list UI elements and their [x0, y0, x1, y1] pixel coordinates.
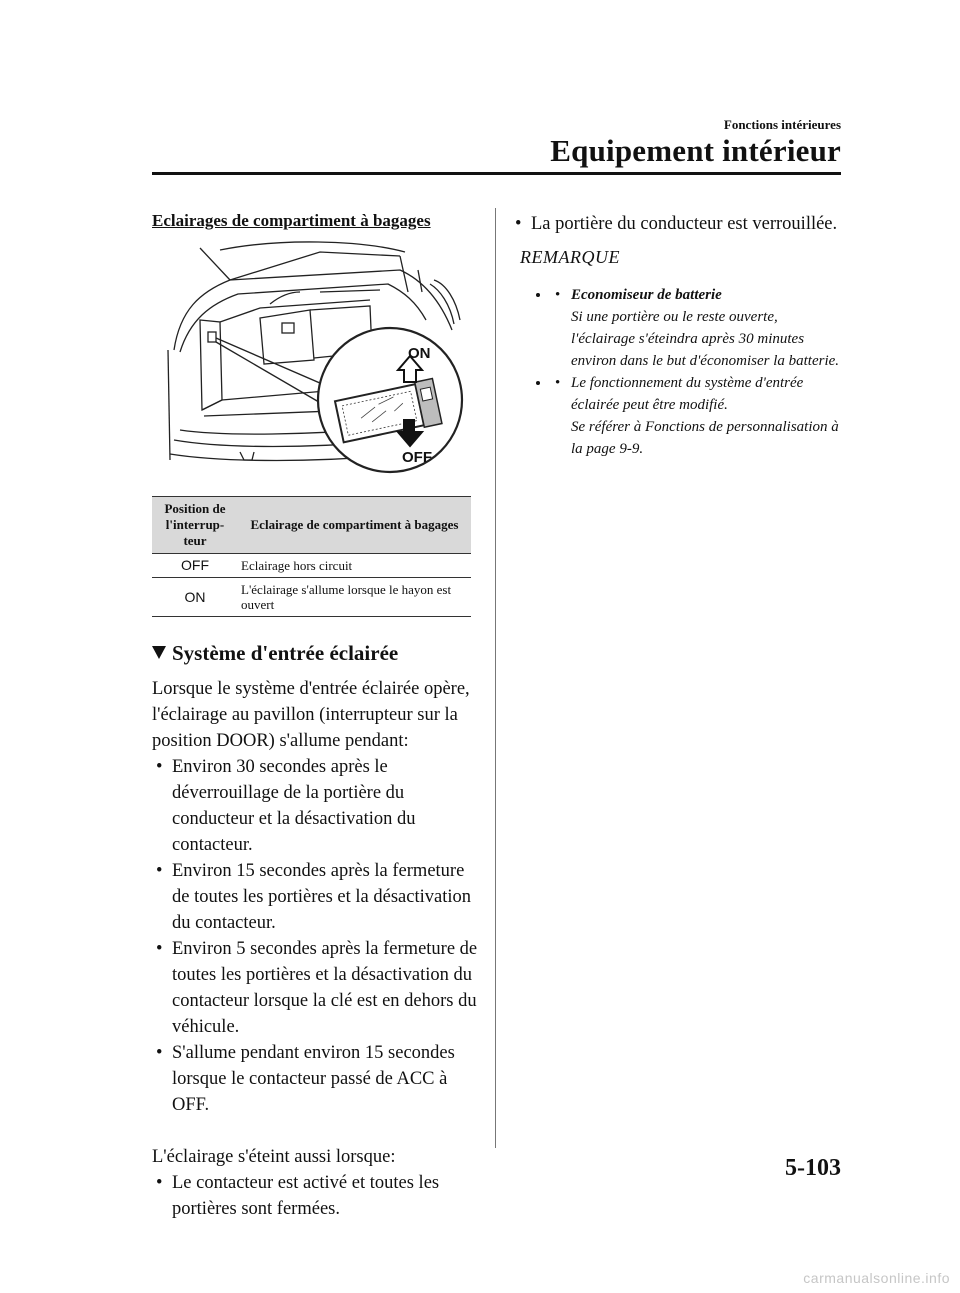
table-cell-position: OFF — [152, 554, 238, 578]
list-item: • S'allume pendant environ 15 secondes lorsque le contacteur passé de ACC à OFF. — [152, 1040, 482, 1118]
note-title: • • Economiseur de batterie — [571, 287, 722, 303]
off-conditions-continued-list — [511, 211, 841, 237]
note-item — [551, 284, 841, 372]
left-column — [152, 210, 472, 480]
off-intro-paragraph: L'éclairage s'éteint aussi lorsque: — [152, 1147, 396, 1167]
table-row — [152, 554, 471, 578]
subsection-heading-text: Système d'entrée éclairée — [172, 641, 399, 665]
column-divider — [495, 208, 496, 1148]
list-item: • Environ 15 secondes après la fermeture de toutes les portières et la désactivation du contacteur. — [152, 858, 482, 936]
list-item: • Le contacteur est activé et toutes les portières sont fermées. — [152, 1170, 482, 1222]
cargo-light-illustration — [160, 240, 470, 480]
triangle-marker-icon — [152, 646, 166, 659]
table-row — [152, 578, 471, 617]
illuminated-entry-body — [152, 676, 482, 1222]
on-label: ON — [408, 345, 431, 362]
remarque-label: REMARQUE — [520, 247, 620, 267]
table-cell-description: Eclairage hors circuit — [238, 554, 471, 578]
on-conditions-list — [152, 754, 482, 1118]
intro-paragraph: Lorsque le système d'entrée éclairée opère, l'éclairage au pavillon (interrupteur sur la position DOOR) s'allume pendant: — [152, 679, 470, 751]
list-item: • Environ 30 secondes après le déverrouillage de la portière du conducteur et la désactivation du contacteur. — [152, 754, 482, 858]
page-title: Equipement intérieur — [550, 133, 841, 168]
header-rule — [152, 172, 841, 175]
watermark: carmanualsonline.info — [803, 1270, 950, 1286]
table-cell-description: L'éclairage s'allume lorsque le hayon est ouvert — [238, 578, 471, 617]
notes-list — [511, 284, 841, 460]
page-number: 5-103 — [785, 1155, 841, 1181]
note-reference: Se référer à Fonctions de personnalisation à la page 9-9. — [571, 419, 839, 457]
section-heading: Eclairages de compartiment à bagages — [152, 211, 431, 230]
right-column — [511, 211, 841, 476]
off-label: OFF — [402, 449, 432, 466]
note-item — [551, 372, 841, 460]
list-item: • Environ 5 secondes après la fermeture de toutes les portières et la désactivation du contacteur lorsque la clé est en dehors du véhicule. — [152, 936, 482, 1040]
table-header-row — [152, 497, 471, 554]
switch-position-table — [152, 496, 471, 617]
off-conditions-list — [152, 1170, 482, 1222]
list-item: • La portière du conducteur est verrouillée. — [511, 211, 841, 237]
table-header-position: Position de l'interrup-teur — [152, 497, 238, 554]
table-cell-position: ON — [152, 578, 238, 617]
header-section-label: Fonctions intérieures — [723, 117, 841, 132]
subsection-heading — [152, 641, 398, 666]
note-text: Si une portière ou le reste ouverte, l'éclairage s'éteindra après 30 minutes environ dans le but d'économiser la batterie. — [571, 309, 840, 369]
table-header-lighting: Eclairage de compartiment à bagages — [238, 497, 471, 554]
note-text: • • Le fonctionnement du système d'entrée éclairée peut être modifié. — [571, 375, 804, 413]
